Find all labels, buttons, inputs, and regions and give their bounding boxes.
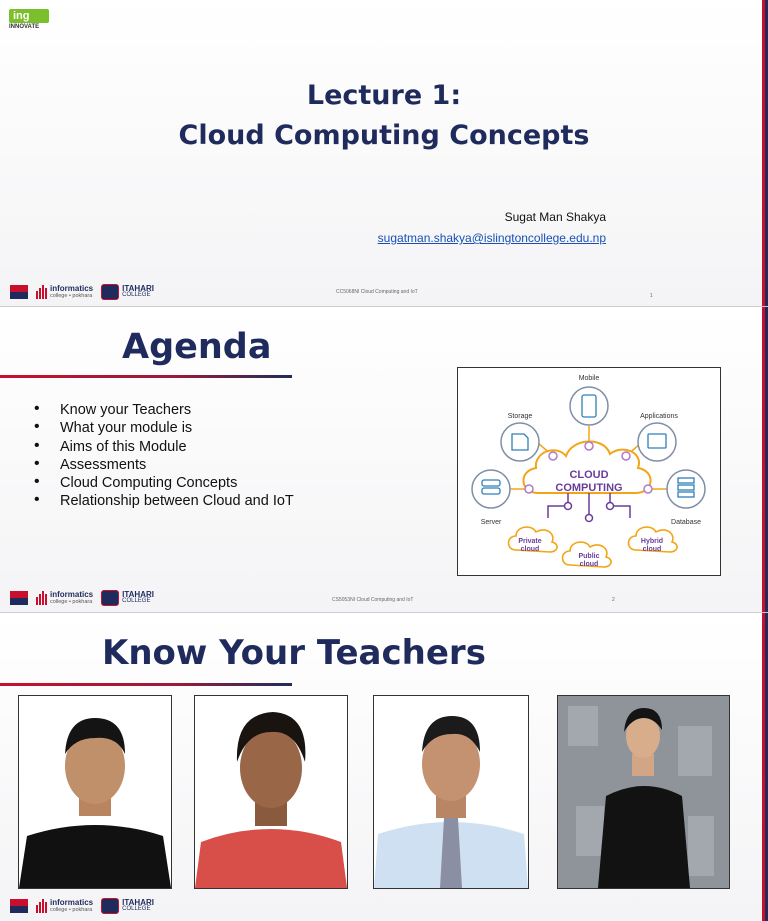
itahari-badge-icon — [101, 898, 119, 914]
itahari-badge-icon — [101, 284, 119, 300]
footer-course: CC5068NI Cloud Computing and IoT — [336, 289, 418, 295]
agenda-item: • Cloud Computing Concepts — [34, 474, 294, 492]
label-database: Database — [671, 519, 701, 526]
label-mobile: Mobile — [578, 375, 600, 382]
title-underline — [0, 683, 292, 686]
itahari-line1: ITAHARI — [122, 898, 154, 907]
label-hybrid-1: Hybrid — [640, 538, 664, 545]
informatics-logo — [36, 285, 93, 299]
informatics-sub: college • pokhara — [50, 599, 93, 605]
person-icon — [558, 696, 729, 888]
label-public-1: Public — [578, 553, 600, 560]
itahari-line1: ITAHARI — [122, 284, 154, 293]
label-applications: Applications — [640, 413, 678, 420]
itahari-line2: COLLEGE — [122, 292, 151, 298]
label-hybrid-2: cloud — [642, 546, 662, 553]
informatics-sub: college • pokhara — [50, 907, 93, 913]
college-crest-icon — [10, 899, 28, 913]
agenda-title: Agenda — [122, 327, 272, 367]
informatics-logo — [36, 591, 93, 605]
author-email-link[interactable]: sugatman.shakya@islingtoncollege.edu.np — [377, 231, 606, 245]
agenda-item: • Relationship between Cloud and IoT — [34, 492, 294, 510]
teacher-photo-2 — [194, 695, 348, 889]
label-storage: Storage — [507, 413, 533, 420]
teacher-photo-1 — [18, 695, 172, 889]
label-public-2: cloud — [579, 561, 599, 568]
itahari-line2: COLLEGE — [122, 906, 151, 912]
footer-logos — [10, 284, 154, 300]
college-crest-icon — [10, 285, 28, 299]
footer-logos — [10, 590, 154, 606]
footer-course: CS5053NI Cloud Computing and IoT — [332, 597, 414, 603]
lecture-number: Lecture 1: — [306, 80, 462, 111]
agenda-item: • Aims of this Module — [34, 438, 294, 456]
informatics-logo — [36, 899, 93, 913]
cloud-label-line1: CLOUD — [569, 469, 609, 481]
informatics-name: informatics — [50, 284, 94, 293]
informatics-name: informatics — [50, 590, 94, 599]
itahari-logo — [101, 898, 154, 914]
person-icon — [195, 696, 347, 888]
informatics-sub: college • pokhara — [50, 293, 93, 299]
teachers-title: Know Your Teachers — [102, 633, 486, 673]
itahari-logo — [101, 590, 154, 606]
ing-logo-tagline: INNOVATE — [9, 24, 40, 30]
cloud-diagram-svg — [458, 368, 720, 575]
agenda-item: • Assessments — [34, 456, 294, 474]
slide-3 — [0, 613, 768, 921]
lecture-title: Cloud Computing Concepts — [178, 120, 590, 151]
teacher-photo-3 — [373, 695, 529, 889]
footer-logos — [10, 898, 154, 914]
itahari-line1: ITAHARI — [122, 590, 154, 599]
label-server: Server — [480, 519, 502, 526]
teacher-photo-4 — [557, 695, 730, 889]
page-number: 2 — [612, 597, 615, 603]
author-name: Sugat Man Shakya — [504, 210, 606, 224]
itahari-logo — [101, 284, 154, 300]
slide-2 — [0, 307, 768, 612]
agenda-item: • Know your Teachers — [34, 401, 294, 419]
label-private-1: Private — [518, 538, 542, 545]
itahari-badge-icon — [101, 590, 119, 606]
slide-1 — [0, 0, 768, 306]
informatics-name: informatics — [50, 898, 94, 907]
label-private-2: cloud — [520, 546, 540, 553]
person-icon — [374, 696, 528, 888]
person-icon — [19, 696, 171, 888]
cloud-label-line2: COMPUTING — [555, 482, 623, 494]
college-crest-icon — [10, 591, 28, 605]
title-underline — [0, 375, 292, 378]
itahari-line2: COLLEGE — [122, 598, 151, 604]
agenda-item: • What your module is — [34, 419, 294, 437]
cloud-computing-diagram — [457, 367, 721, 576]
ing-logo-mark: ing — [9, 9, 49, 23]
page-number: 1 — [650, 293, 653, 299]
ing-logo — [9, 9, 49, 30]
agenda-list — [34, 401, 294, 511]
